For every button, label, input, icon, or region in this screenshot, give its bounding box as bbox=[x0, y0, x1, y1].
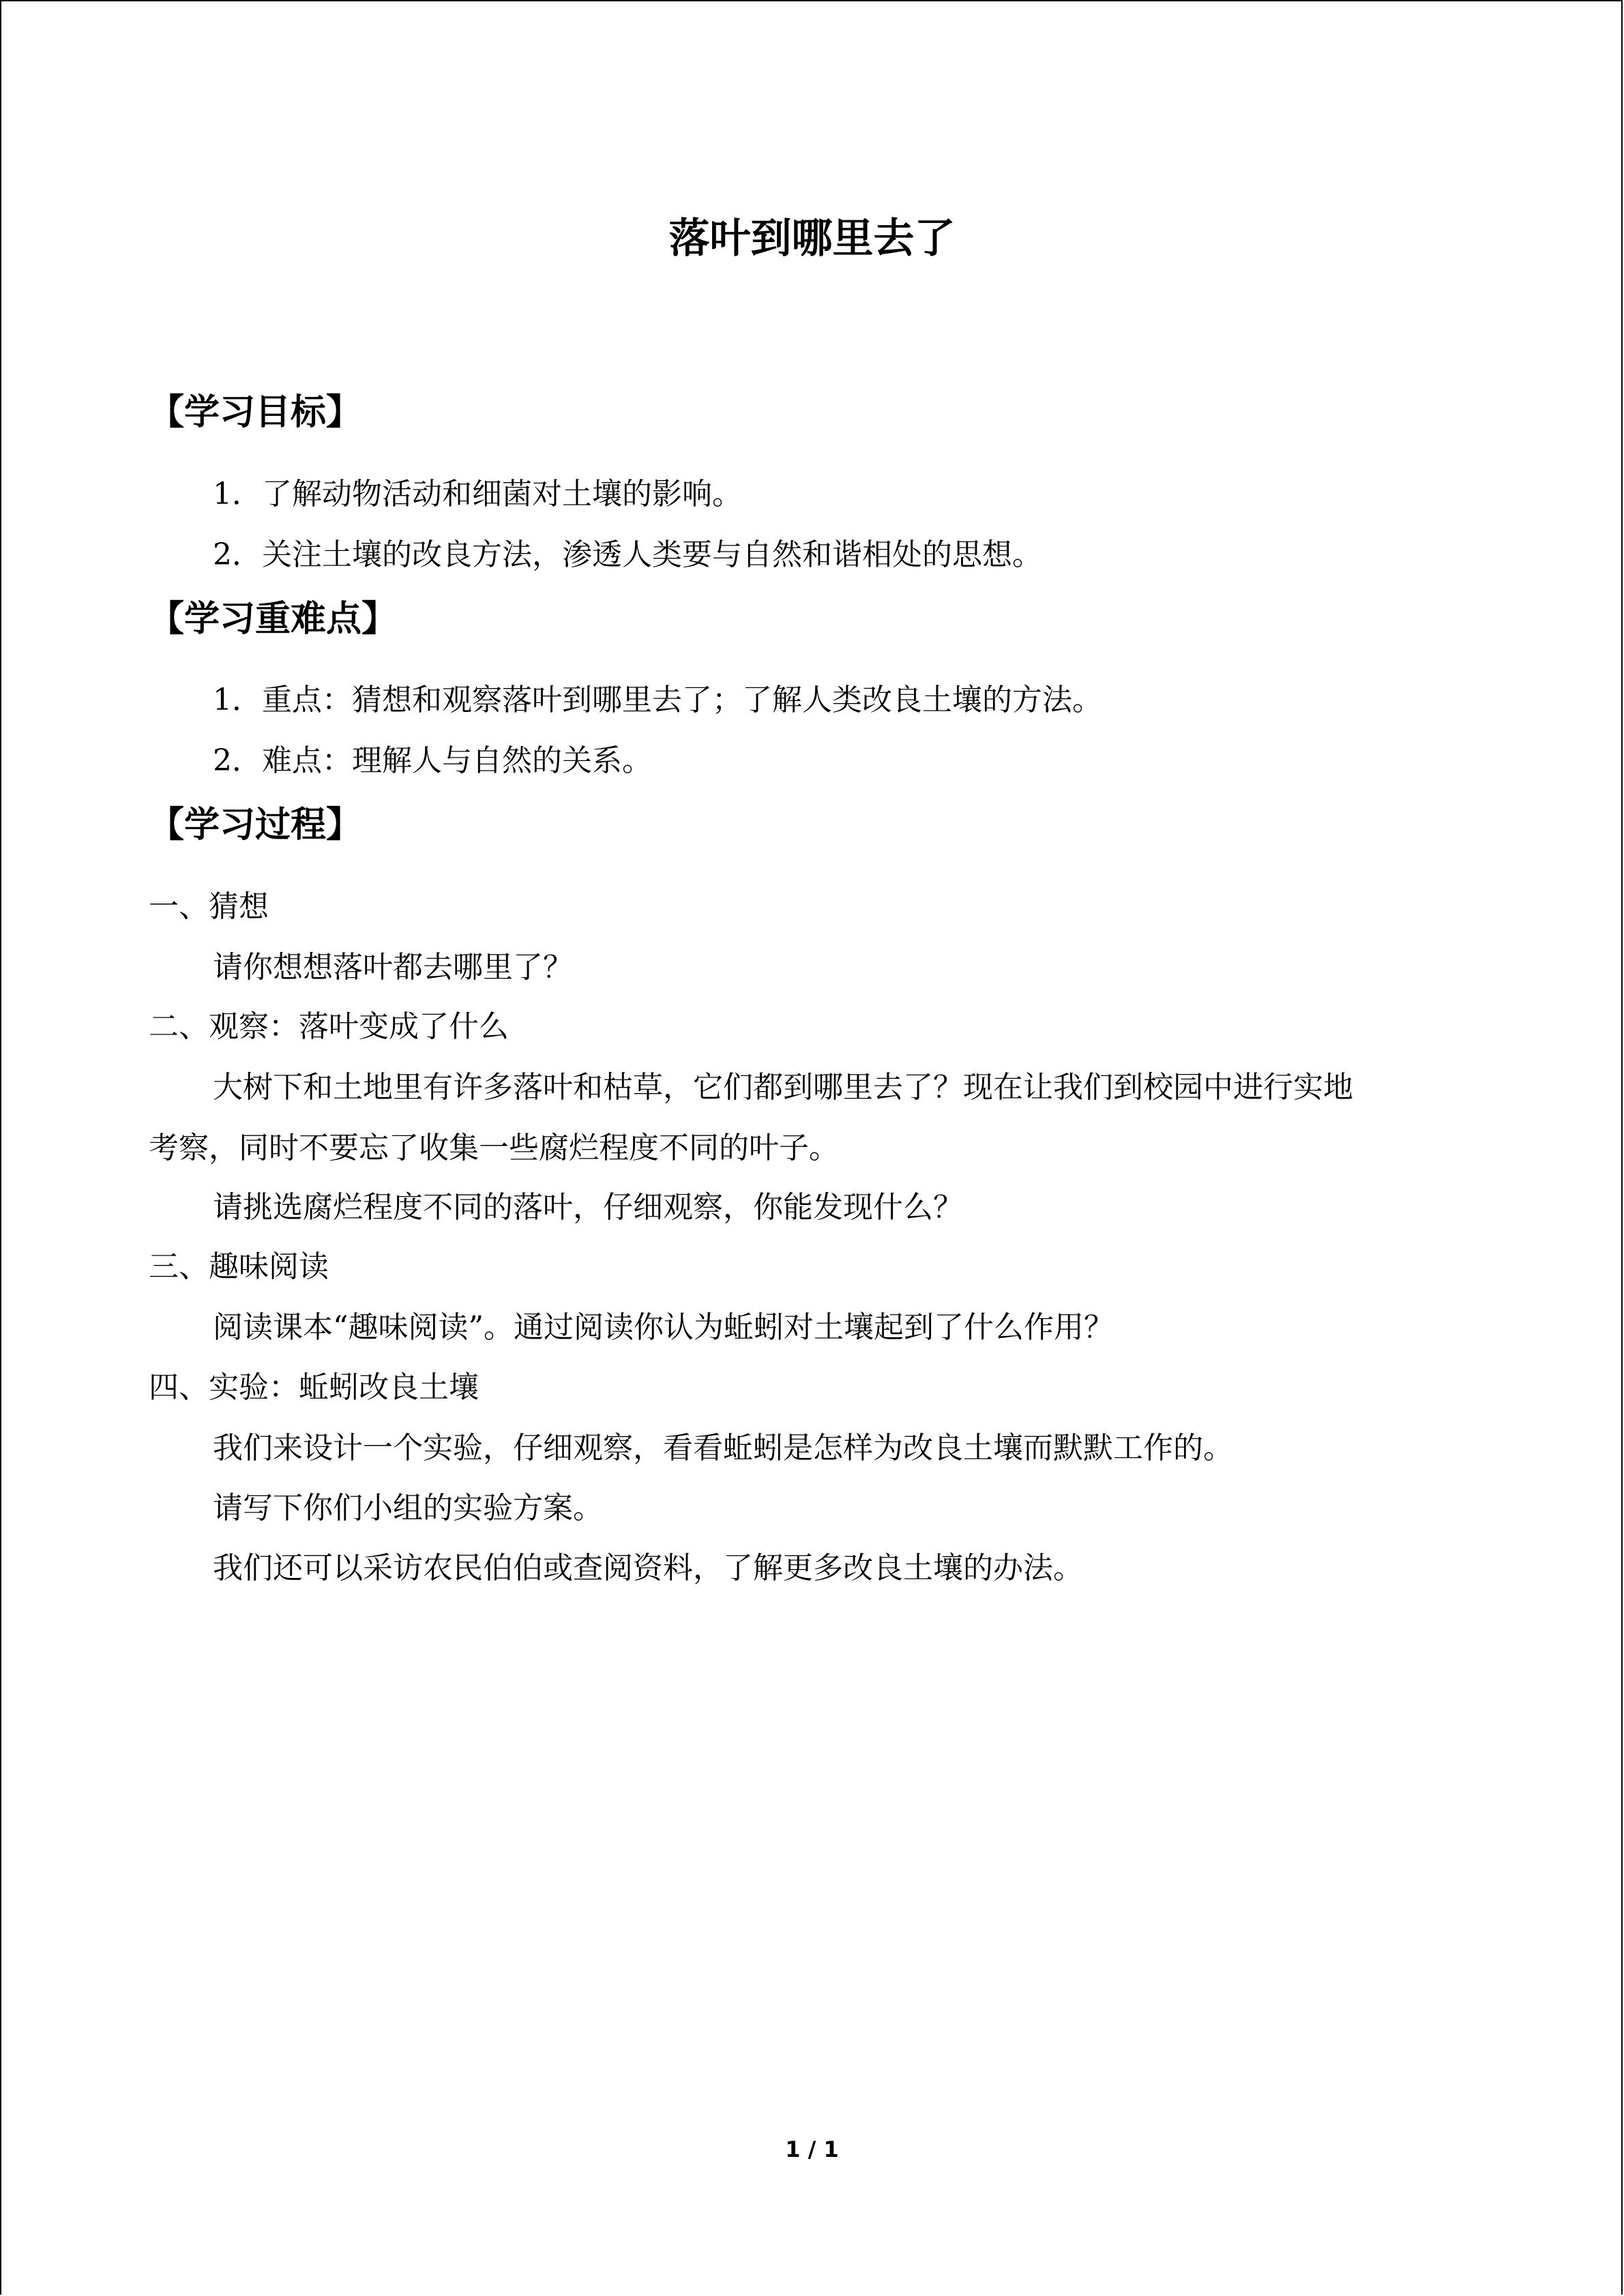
goal-item: 1．了解动物活动和细菌对土壤的影响。 bbox=[213, 477, 742, 511]
process-paragraph: 我们来设计一个实验，仔细观察，看看蚯蚓是怎样为改良土壤而默默工作的。 bbox=[213, 1431, 1233, 1465]
process-subheading: 三、趣味阅读 bbox=[149, 1249, 329, 1284]
section-heading-goals: 【学习目标】 bbox=[149, 392, 362, 433]
process-paragraph: 我们还可以采访农民伯伯或查阅资料，了解更多改良土壤的办法。 bbox=[213, 1551, 1083, 1585]
section-heading-key-points: 【学习重难点】 bbox=[149, 599, 398, 640]
process-subheading: 二、观察：落叶变成了什么 bbox=[149, 1009, 509, 1044]
process-paragraph-continued: 考察，同时不要忘了收集一些腐烂程度不同的叶子。 bbox=[149, 1131, 839, 1165]
key-point-item: 2．难点：理解人与自然的关系。 bbox=[213, 743, 652, 778]
process-subheading: 一、猜想 bbox=[149, 889, 269, 924]
process-paragraph: 阅读课本“趣味阅读”。通过阅读你认为蚯蚓对土壤起到了什么作用？ bbox=[213, 1310, 1114, 1345]
page-title: 落叶到哪里去了 bbox=[668, 215, 956, 263]
page-number: 1 / 1 bbox=[785, 2136, 839, 2162]
key-point-item: 1．重点：猜想和观察落叶到哪里去了；了解人类改良土壤的方法。 bbox=[213, 683, 1102, 717]
process-paragraph: 请写下你们小组的实验方案。 bbox=[213, 1491, 603, 1525]
process-paragraph: 请你想想落叶都去哪里了？ bbox=[213, 950, 573, 985]
goal-item: 2．关注土壤的改良方法，渗透人类要与自然和谐相处的思想。 bbox=[213, 537, 1042, 572]
section-heading-process: 【学习过程】 bbox=[149, 805, 362, 846]
process-subheading: 四、实验：蚯蚓改良土壤 bbox=[149, 1370, 479, 1405]
process-paragraph: 大树下和土地里有许多落叶和枯草，它们都到哪里去了？现在让我们到校园中进行实地 bbox=[213, 1070, 1353, 1105]
process-paragraph: 请挑选腐烂程度不同的落叶，仔细观察，你能发现什么？ bbox=[213, 1190, 963, 1225]
